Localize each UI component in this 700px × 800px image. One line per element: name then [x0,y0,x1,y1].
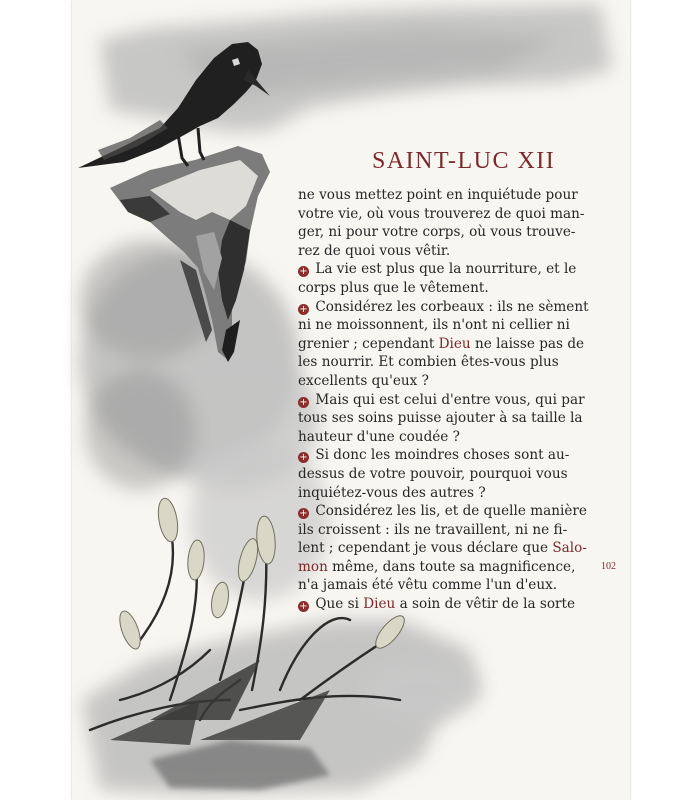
text-segment: Que si [315,596,364,613]
text-segment: dessus de votre pouvoir, pourquoi vous [298,465,568,482]
verse-cross-icon: + [299,601,308,613]
text-line [298,205,616,224]
text-segment: lent ; cependant je vous déclare que [298,540,553,557]
text-segment: hauteur d'une coudée ? [298,428,460,445]
text-segment: Si donc les moindres choses sont au- [315,447,570,464]
text-line [298,186,616,205]
text-line [298,335,616,354]
text-line [298,465,616,484]
text-segment: rez de quoi vous vêtir. [298,242,451,259]
verse-cross-icon: + [299,266,308,278]
text-segment: Considérez les lis, et de quelle manière [315,503,587,520]
text-line [298,446,616,465]
text-segment: corps plus que le vêtement. [298,279,489,296]
rubric-word: Dieu [438,335,471,352]
text-segment: ils croissent : ils ne travaillent, ni ne fi- [298,521,568,538]
text-line [298,298,616,317]
text-segment: La vie est plus que la nourriture, et le [315,261,577,278]
chapter-title: SAINT-LUC XII [372,148,556,174]
text-segment: ni ne moissonnent, ils n'ont ni cellier ni [298,317,570,334]
text-segment: ne laisse pas de [470,335,585,352]
text-segment: Mais qui est celui d'entre vous, qui par [315,391,585,408]
scripture-text [298,186,616,614]
text-line [298,353,616,372]
text-segment: excellents qu'eux ? [298,372,429,389]
text-segment: inquiétez-vous des autres ? [298,484,486,501]
text-line [298,223,616,242]
text-line [298,595,616,614]
text-line [298,428,616,447]
verse-cross-icon: + [299,452,308,464]
text-line [298,372,616,391]
verse-cross-icon: + [299,303,308,315]
rubric-word: Dieu [363,596,396,613]
text-line [298,521,616,540]
text-segment: n'a jamais été vêtu comme l'un d'eux. [298,577,558,594]
text-segment: même, dans toute sa magnificence, [327,558,576,575]
text-line [298,502,616,521]
text-line [298,242,616,261]
verse-cross-icon: + [299,396,308,408]
text-segment: votre vie, où vous trouverez de quoi man- [298,205,585,222]
text-segment: a soin de vêtir de la sorte [395,596,576,613]
text-segment: ne vous mettez point en inquiétude pour [298,187,578,203]
text-segment: les nourrir. Et combien êtes-vous plus [298,354,559,371]
text-line [298,409,616,428]
text-line [298,576,616,595]
text-line [298,539,616,558]
page-number: 102 [601,561,616,572]
text-segment: ger, ni pour votre corps, où vous trouve- [298,224,576,241]
text-line [298,279,616,298]
text-segment: Considérez les corbeaux : ils ne sèment [315,298,589,315]
text-line [298,260,616,279]
text-line [298,484,616,503]
rubric-word: Salo- [552,540,587,557]
rubric-word: mon [298,558,328,575]
verse-cross-icon: + [299,508,308,520]
text-segment: tous ses soins puisse ajouter à sa taille la [298,410,583,427]
text-line [298,316,616,335]
cloud-wash [80,240,330,600]
text-line [298,391,616,410]
text-segment: grenier ; cependant [298,335,439,352]
text-line [298,558,616,577]
